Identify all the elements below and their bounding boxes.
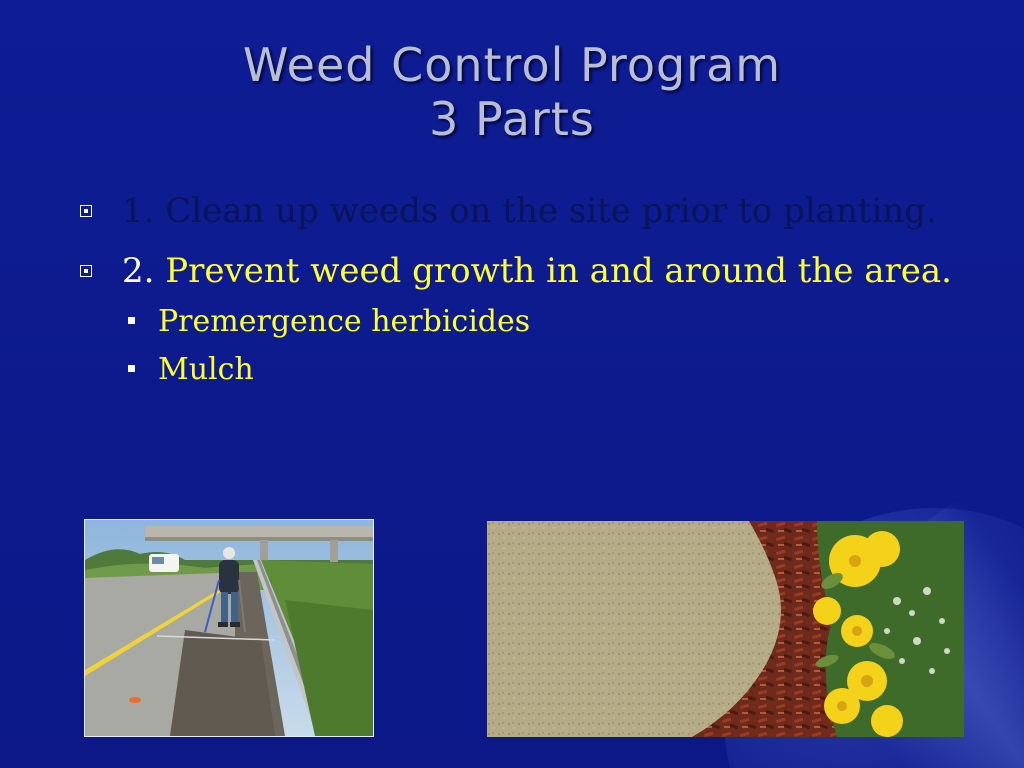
square-bullet-icon <box>80 265 92 277</box>
sub-bullet-item-1 <box>128 302 980 342</box>
sub-bullet-item-2 <box>128 350 980 390</box>
small-square-bullet-icon <box>128 365 135 372</box>
small-square-bullet-icon <box>128 317 135 324</box>
bullet-2-text: 2. Prevent weed growth in and around the area. <box>122 251 952 291</box>
title-line-2: 3 Parts <box>429 92 595 146</box>
square-bullet-icon <box>80 205 92 217</box>
bullet-item-1 <box>80 188 980 234</box>
bullet-list <box>80 188 980 390</box>
roadside-weed-spraying-photo <box>84 519 374 737</box>
sub-bullet-1-text: Premergence herbicides <box>158 304 531 339</box>
mulch-and-flowers-photo <box>487 521 964 737</box>
title-line-1: Weed Control Program <box>242 38 782 92</box>
bullet-1-text: 1. Clean up weeds on the site prior to planting. <box>122 191 937 231</box>
slide-title <box>0 38 1024 146</box>
sub-bullet-2-text: Mulch <box>158 352 254 387</box>
bullet-item-2 <box>80 248 980 294</box>
